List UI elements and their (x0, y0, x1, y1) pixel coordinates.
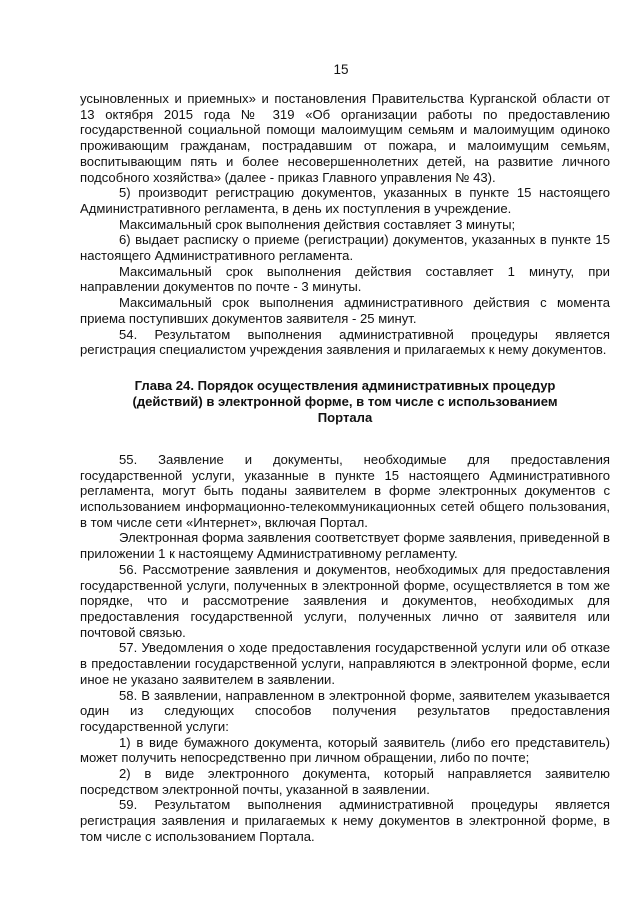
paragraph-option-2: 2) в виде электронного документа, который направляется заявителю посредством электронной почты, указанной в заявлении. (80, 766, 610, 797)
paragraph-54: 54. Результатом выполнения административной процедуры является регистрация специалистом учреждения заявления и прилагаемых к нему документов. (80, 326, 610, 358)
paragraph-continuation: усыновленных и приемных» и постановления Правительства Курганской области от 13 октября 2015 года № 319 «Об организации работы по предоставлению государственной социальной помощи малоимущим семьям и малоимущим одиноко проживающим гражданам, пострадавшим от пожара, и малоимущим семьям, воспитывающим пять и более несовершеннолетних детей, на развитие личного подсобного хозяйства» (далее - приказ Главного управления № 43). (80, 91, 610, 185)
paragraph-56: 56. Рассмотрение заявления и документов, необходимых для предоставления государственной услуги, полученных в электронной форме, осуществляется в том же порядке, что и рассмотрение заявления и документов, необходимых для предоставления государственной услуги, полученных лично от заявителя или почтовой связью. (80, 561, 610, 640)
paragraph-57: 57. Уведомления о ходе предоставления государственной услуги или об отказе в предоставлении государственной услуги, направляются в электронной форме, если иное не указано заявителем в заявлении. (80, 640, 610, 687)
paragraph-55: 55. Заявление и документы, необходимые для предоставления государственной услуги, указанные в пункте 15 настоящего Административного регламента, могут быть поданы заявителем в форме электронных документов с использованием информационно-телекоммуникационных сетей общего пользования, в том числе сети «Интернет», включая Портал. (80, 451, 610, 530)
paragraph-item-5: 5) производит регистрацию документов, указанных в пункте 15 настоящего Административного регламента, в день их поступления в учреждение. (80, 185, 610, 216)
paragraph-max-time-1-min: Максимальный срок выполнения действия составляет 1 минуту, при направлении документов по почте - 3 минуты. (80, 263, 610, 295)
paragraph-item-6: 6) выдает расписку о приеме (регистрации) документов, указанных в пункте 15 настоящего Административного регламента. (80, 232, 610, 264)
document-body (80, 91, 610, 845)
paragraph-58: 58. В заявлении, направленном в электронной форме, заявителем указывается один из следующих способов получения результатов предоставления государственной услуги: (80, 687, 610, 734)
chapter-heading: Глава 24. Порядок осуществления административных процедур (действий) в электронной форме, в том числе с использованием Портала (132, 377, 558, 425)
spacer (80, 358, 610, 378)
paragraph-59: 59. Результатом выполнения административной процедуры является регистрация заявления и прилагаемых к нему документов в электронной форме, в том числе с использованием Портала. (80, 797, 610, 844)
paragraph-max-time-25-min: Максимальный срок выполнения административного действия с момента приема поступивших документов заявителя - 25 минут. (80, 295, 610, 326)
spacer (80, 426, 610, 452)
paragraph-option-1: 1) в виде бумажного документа, который заявитель (либо его представитель) может получить непосредственно при личном обращении, либо по почте; (80, 734, 610, 766)
paragraph-max-time-3-min: Максимальный срок выполнения действия составляет 3 минуты; (119, 216, 516, 232)
paragraph-electronic-form: Электронная форма заявления соответствует форме заявления, приведенной в приложении 1 к настоящему Административному регламенту. (80, 530, 610, 562)
page-number: 15 (333, 62, 349, 77)
